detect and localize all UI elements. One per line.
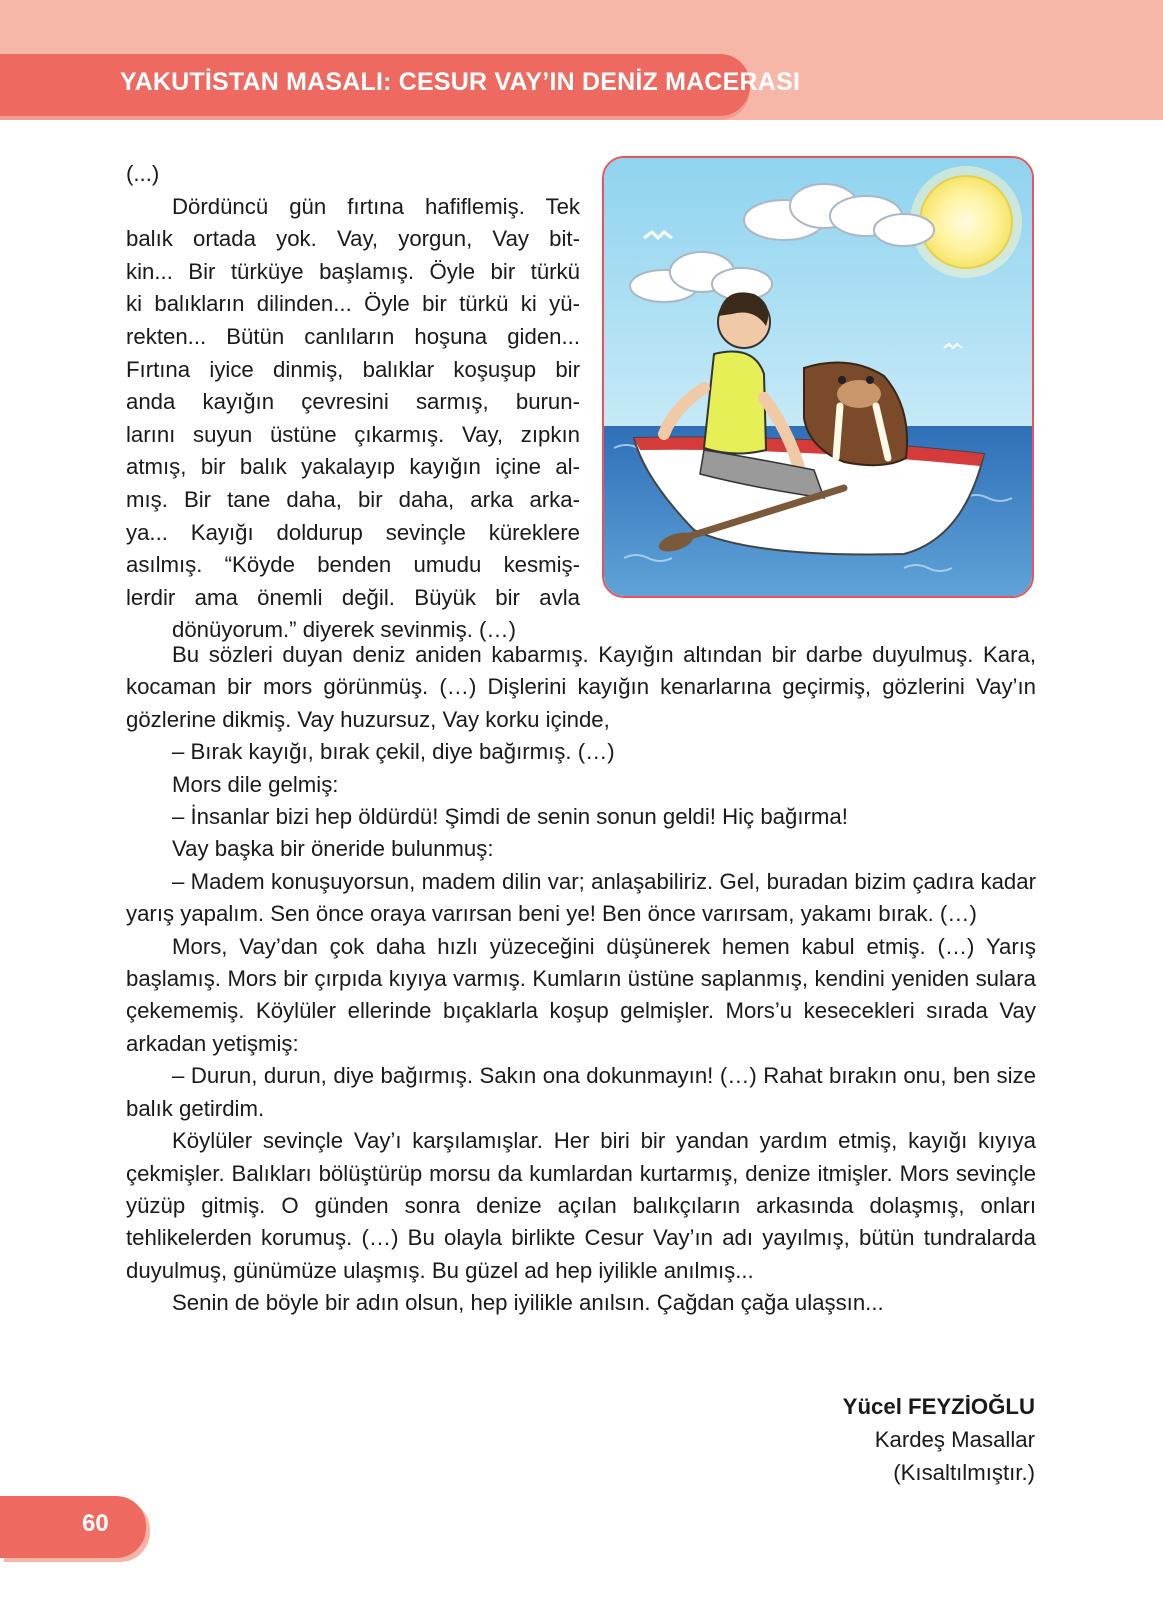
dialog-line: – Bırak kayığı, bırak çekil, diye bağırmış. (…)	[172, 739, 615, 765]
intro-line: balık ortada yok. Vay, yorgun, Vay bit-	[126, 226, 580, 252]
title-bar	[0, 54, 801, 116]
dialog-line: – İnsanlar bizi hep öldürdü! Şimdi de senin sonun geldi! Hiç bağırma!	[172, 804, 848, 830]
story-illustration	[602, 156, 1034, 598]
story-paragraph: Vay başka bir öneride bulunmuş:	[172, 836, 494, 862]
intro-line: Fırtına iyice dinmiş, balıklar koşuşup bir	[126, 356, 580, 382]
intro-line: kin... Bir türküye başlamış. Öyle bir türkü	[126, 258, 580, 284]
intro-line: (...)	[126, 161, 160, 186]
intro-line: ya... Kayığı doldurup sevinçle küreklere	[126, 519, 580, 545]
story-body	[126, 639, 1036, 1320]
abridged-note: (Kısaltılmıştır.)	[893, 1460, 1035, 1485]
story-paragraph: Mors dile gelmiş:	[172, 771, 339, 797]
intro-line: asılmış. “Köyde benden umudu kesmiş-	[126, 552, 580, 578]
story-paragraph: Senin de böyle bir adın olsun, hep iyilikle anılsın. Çağdan çağa ulaşsın...	[172, 1290, 884, 1316]
intro-line: anda kayığın çevresini sarmış, burun-	[126, 389, 580, 415]
boy-and-walrus-in-boat-illustration	[604, 158, 1032, 596]
story-paragraph: Bu sözleri duyan deniz aniden kabarmış. Kayığın altından bir darbe duyulmuş. Kara, kocaman bir mors görünmüş. (…) Dişlerini kayığın kenarlarına geçirmiş, gözlerini Vay’ın gözlerine dikmiş. Vay huzursuz, Vay korku içinde,	[126, 642, 1036, 732]
dialog-line: – Madem konuşuyorsun, madem dilin var; anlaşabiliriz. Gel, buradan bizim çadıra kadar yarış yapalım. Sen önce oraya varırsan beni ye! Ben önce varırsam, yakamı bırak. (…)	[126, 868, 1036, 927]
source-title: Kardeş Masallar	[874, 1427, 1035, 1452]
intro-line: rekten... Bütün canlıların hoşuna giden...	[126, 323, 580, 349]
signature-block	[843, 1390, 1035, 1489]
intro-line: larını suyun üstüne çıkarmış. Vay, zıpkın	[126, 421, 580, 447]
intro-line: ki balıkların dilinden... Öyle bir türkü ki yü-	[126, 291, 580, 317]
page-number: 60	[82, 1510, 109, 1537]
intro-text-block	[126, 158, 580, 647]
intro-line: Dördüncü gün fırtına hafiflemiş. Tek	[172, 193, 580, 219]
author-name: Yücel FEYZİOĞLU	[842, 1394, 1035, 1419]
intro-line: dönüyorum.” diyerek sevinmiş. (…)	[172, 617, 517, 643]
page-number-tab	[0, 1496, 146, 1558]
page-title: YAKUTİSTAN MASALI: CESUR VAY’IN DENİZ MACERASI	[120, 68, 801, 96]
intro-line: lerdir ama önemli değil. Büyük bir avla	[126, 584, 580, 610]
intro-line: atmış, bir balık yakalayıp kayığın içine al-	[126, 454, 580, 480]
story-paragraph: Mors, Vay’dan çok daha hızlı yüzeceğini düşünerek hemen kabul etmiş. (…) Yarış başlamış. Mors bir çırpıda kıyıya varmış. Kumların üstüne saplanmış, kendini yeniden sulara çekememiş. Köylüler ellerinde bıçaklarla koşup gelmişler. Mors’u kesecekleri sırada Vay arkadan yetişmiş:	[126, 933, 1036, 1056]
intro-line: mış. Bir tane daha, bir daha, arka arka-	[126, 486, 580, 512]
dialog-line: – Durun, durun, diye bağırmış. Sakın ona dokunmayın! (…) Rahat bırakın onu, ben size balık getirdim.	[126, 1063, 1036, 1121]
story-paragraph: Köylüler sevinçle Vay’ı karşılamışlar. Her biri bir yandan yardım etmiş, kayığı kıyıya çekmişler. Balıkları bölüştürüp morsu da kumlardan kurtarmış, denize itmişler. Mors sevinçle yüzüp gitmiş. O günden sonra denize açılan balıkçıların arkasında dolaşmış, onları tehlikelerden korumuş. (…) Bu olayla birlikte Cesur Vay’ın adı yayılmış, bütün tundralarda duyulmuş, günümüze ulaşmış. Bu güzel ad hep iyilikle anılmış...	[126, 1128, 1036, 1283]
